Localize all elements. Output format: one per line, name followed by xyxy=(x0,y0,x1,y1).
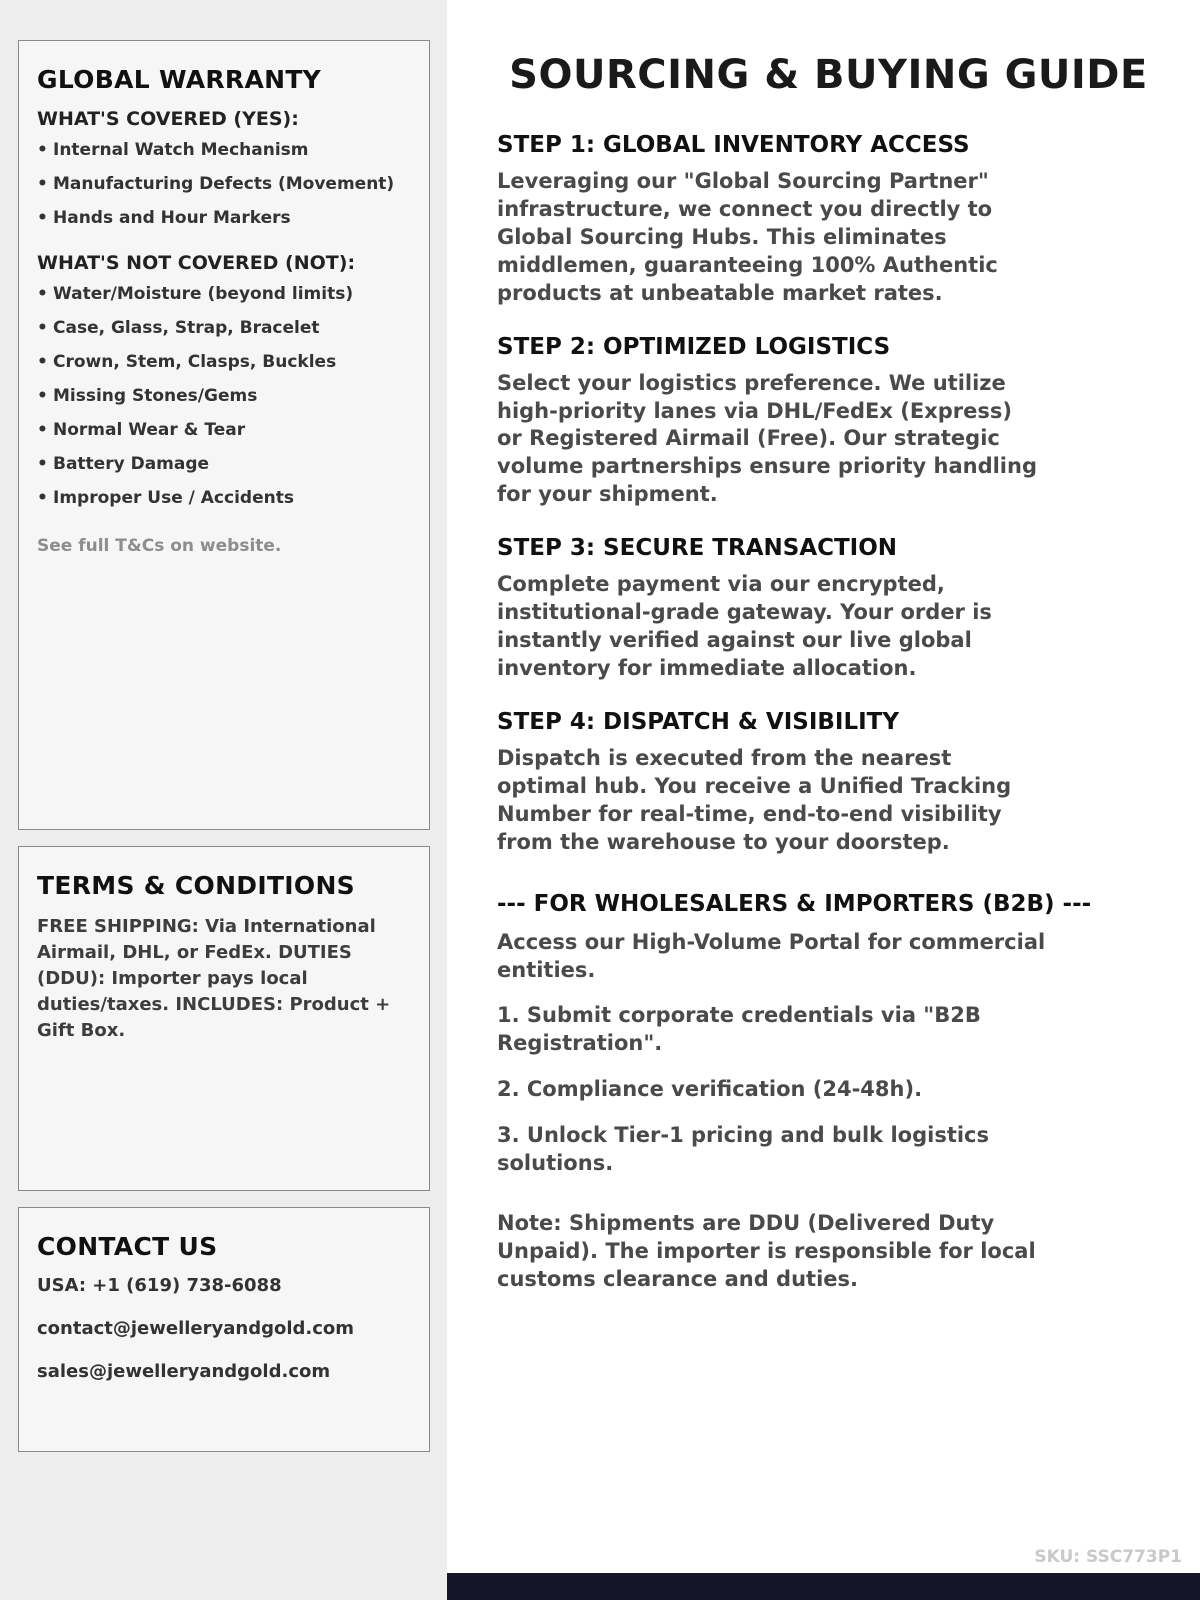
not-covered-subtitle: WHAT'S NOT COVERED (NOT): xyxy=(37,252,356,274)
step-4-body: Dispatch is executed from the nearest optimal hub. You receive a Unified Tracking Number for real-time, end-to-end visibility from the warehouse to your doorstep. xyxy=(497,745,1012,854)
sidebar xyxy=(0,0,447,1600)
terms-body: FREE SHIPPING: Via International Airmail, DHL, or FedEx. DUTIES (DDU): Importer pays local duties/taxes. INCLUDES: Product + Gift Box. xyxy=(37,916,391,1042)
b2b-intro: Access our High-Volume Portal for commercial entities. xyxy=(497,929,1046,982)
not-covered-item: • Improper Use / Accidents xyxy=(37,488,411,508)
step-1-section xyxy=(497,132,1160,308)
step-4-heading: STEP 4: DISPATCH & VISIBILITY xyxy=(497,708,900,735)
contact-phone: USA: +1 (619) 738-6088 xyxy=(37,1275,282,1296)
step-2-heading: STEP 2: OPTIMIZED LOGISTICS xyxy=(497,333,891,360)
covered-subtitle: WHAT'S COVERED (YES): xyxy=(37,108,299,130)
not-covered-item: • Battery Damage xyxy=(37,454,411,474)
contact-panel xyxy=(18,1207,430,1452)
page-title: SOURCING & BUYING GUIDE xyxy=(509,52,1148,98)
main-column xyxy=(447,0,1200,1600)
b2b-step-2: 2. Compliance verification (24-48h). xyxy=(497,1077,923,1102)
b2b-heading: --- FOR WHOLESALERS & IMPORTERS (B2B) --- xyxy=(497,890,1092,917)
contact-email-primary: contact@jewelleryandgold.com xyxy=(37,1318,355,1339)
not-covered-item: • Missing Stones/Gems xyxy=(37,386,411,406)
terms-title: TERMS & CONDITIONS xyxy=(37,871,355,900)
step-2-body: Select your logistics preference. We utilize high-priority lanes via DHL/FedEx (Express) or Registered Airmail (Free). Our strategic volume partnerships ensure priority handling for your shipment. xyxy=(497,370,1037,507)
covered-item: • Manufacturing Defects (Movement) xyxy=(37,174,411,194)
step-3-section xyxy=(497,535,1160,683)
not-covered-item: • Case, Glass, Strap, Bracelet xyxy=(37,318,411,338)
step-1-heading: STEP 1: GLOBAL INVENTORY ACCESS xyxy=(497,132,970,158)
footer-bar xyxy=(447,1573,1200,1600)
not-covered-list xyxy=(37,284,411,508)
not-covered-item: • Normal Wear & Tear xyxy=(37,420,411,440)
terms-panel xyxy=(18,846,430,1191)
b2b-section xyxy=(497,891,1160,1294)
step-2-section xyxy=(497,334,1160,510)
covered-item: • Internal Watch Mechanism xyxy=(37,140,411,160)
warranty-panel xyxy=(18,40,430,830)
warranty-title: GLOBAL WARRANTY xyxy=(37,65,322,94)
b2b-step-1: 1. Submit corporate credentials via "B2B Registration". xyxy=(497,1003,981,1056)
b2b-step-3: 3. Unlock Tier-1 pricing and bulk logistics solutions. xyxy=(497,1123,990,1176)
warranty-footnote: See full T&Cs on website. xyxy=(37,536,282,556)
main-content xyxy=(447,0,1200,1547)
not-covered-item: • Water/Moisture (beyond limits) xyxy=(37,284,411,304)
step-3-body: Complete payment via our encrypted, institutional-grade gateway. Your order is instantly verified against our live global inventory for immediate allocation. xyxy=(497,572,992,680)
step-1-body: Leveraging our "Global Sourcing Partner" infrastructure, we connect you directly to Global Sourcing Hubs. This eliminates middlemen, guaranteeing 100% Authentic products at unbeatable market rates. xyxy=(497,169,998,305)
not-covered-item: • Crown, Stem, Clasps, Buckles xyxy=(37,352,411,372)
contact-email-sales: sales@jewelleryandgold.com xyxy=(37,1361,331,1382)
b2b-note: Note: Shipments are DDU (Delivered Duty Unpaid). The importer is responsible for local customs clearance and duties. xyxy=(497,1211,1036,1291)
step-3-heading: STEP 3: SECURE TRANSACTION xyxy=(497,535,898,562)
step-4-section xyxy=(497,709,1160,857)
sku-label: SKU: SSC773P1 xyxy=(1034,1547,1182,1567)
covered-list xyxy=(37,140,411,228)
covered-item: • Hands and Hour Markers xyxy=(37,208,411,228)
contact-title: CONTACT US xyxy=(37,1232,218,1261)
